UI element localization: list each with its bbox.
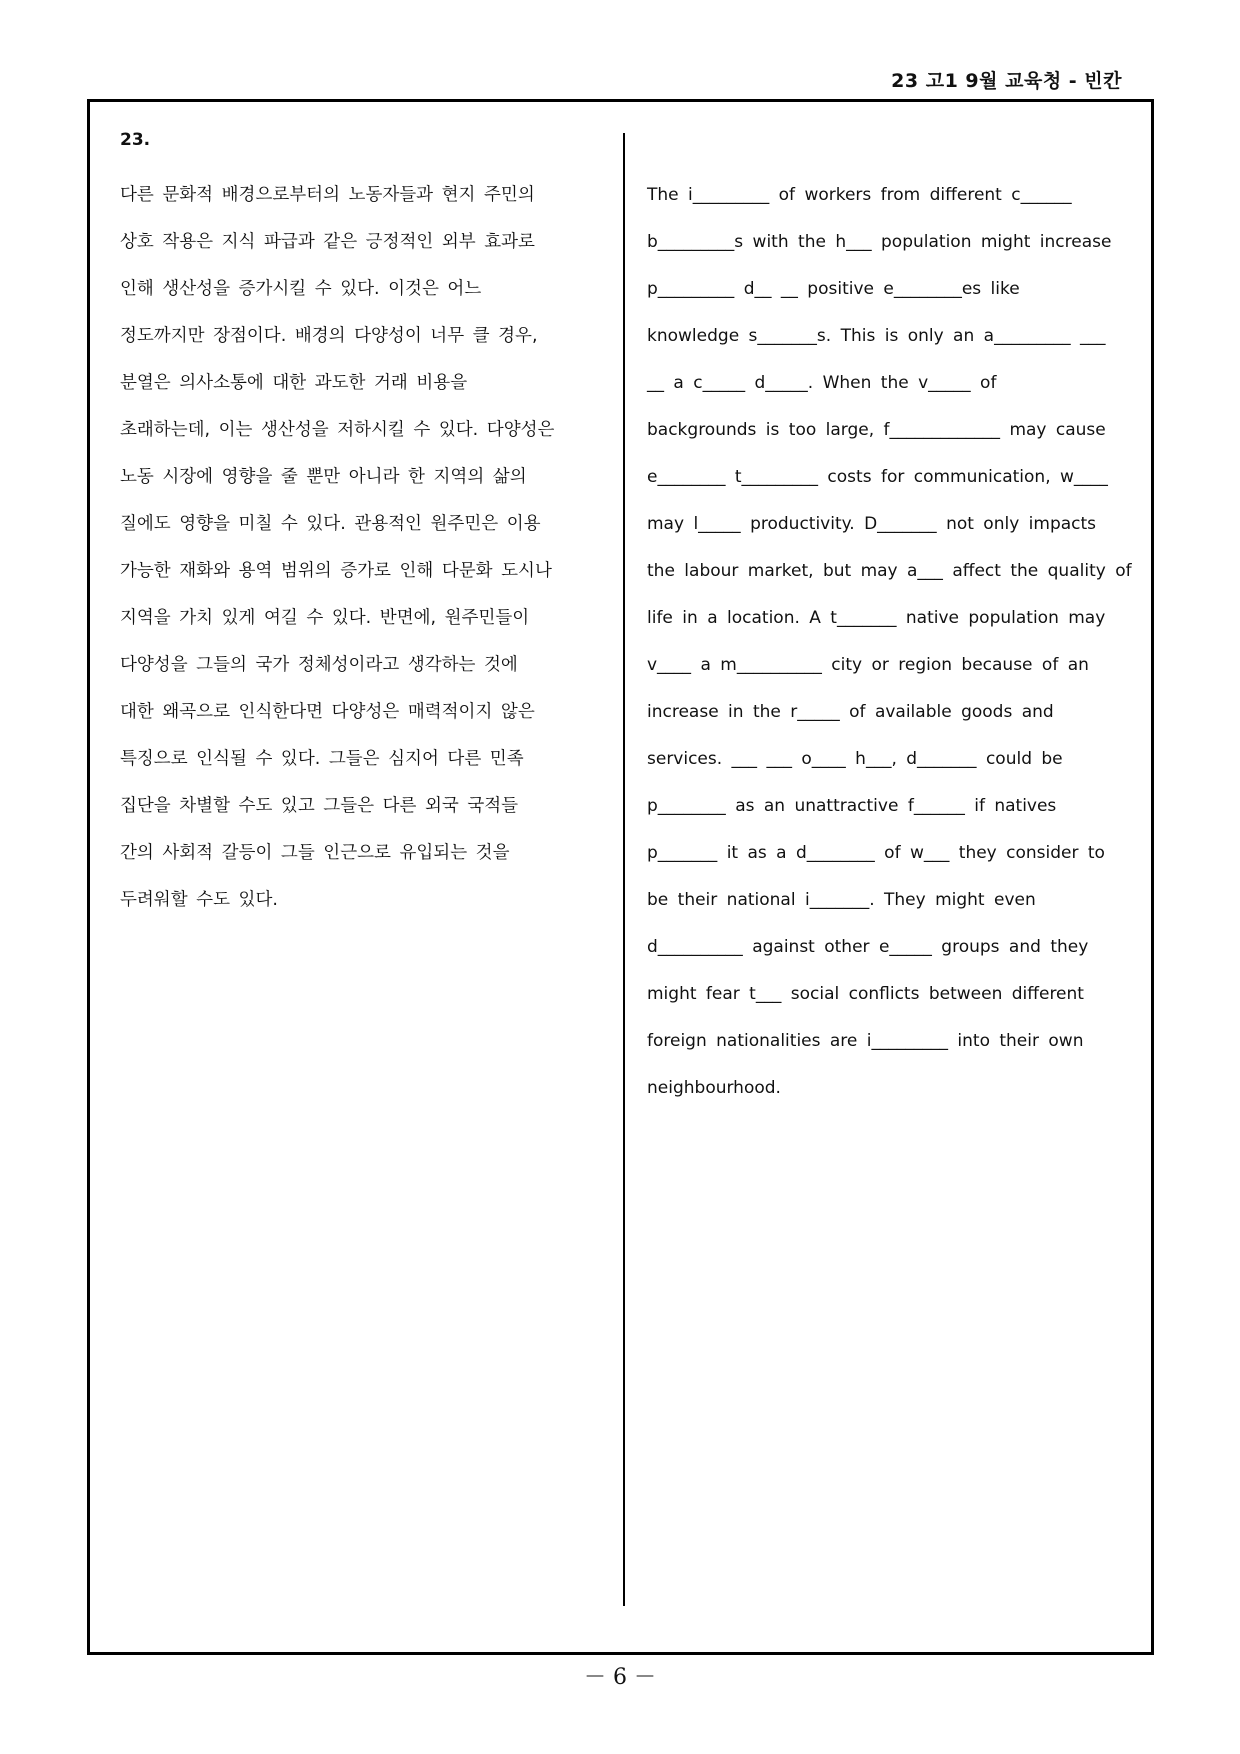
korean-line: 노동 시장에 영향을 줄 뿐만 아니라 한 지역의 삶의 (120, 467, 527, 487)
korean-line: 가능한 재화와 용역 범위의 증가로 인해 다문화 도시나 (120, 561, 552, 581)
korean-line: 특징으로 인식될 수 있다. 그들은 심지어 다른 민족 (120, 749, 524, 769)
english-line: v____ a m__________ city or region because of an (647, 655, 1089, 675)
korean-line: 분열은 의사소통에 대한 과도한 거래 비용을 (120, 373, 468, 393)
english-line: services. ___ ___ o____ h___, d_______ could be (647, 749, 1063, 769)
english-line: the labour market, but may a___ affect the quality of (647, 561, 1132, 581)
korean-line: 간의 사회적 갈등이 그들 인근으로 유입되는 것을 (120, 843, 510, 863)
korean-line: 질에도 영향을 미칠 수 있다. 관용적인 원주민은 이용 (120, 514, 541, 534)
english-line: may l_____ productivity. D_______ not only impacts (647, 514, 1097, 534)
question-number: 23. (120, 130, 151, 150)
english-line: The i_________ of workers from different c______ (647, 185, 1072, 205)
english-cloze-column (647, 172, 1137, 1112)
korean-line: 다양성을 그들의 국가 정체성이라고 생각하는 것에 (120, 655, 518, 675)
korean-line: 다른 문화적 배경으로부터의 노동자들과 현지 주민의 (120, 185, 535, 205)
korean-line: 정도까지만 장점이다. 배경의 다양성이 너무 클 경우, (120, 326, 538, 346)
page-header-title: 23 고1 9월 교육청 - 빈칸 (891, 70, 1122, 92)
english-line: foreign nationalities are i_________ into their own (647, 1031, 1084, 1051)
korean-line: 집단을 차별할 수도 있고 그들은 다른 외국 국적들 (120, 796, 519, 816)
english-line: increase in the r_____ of available goods and (647, 702, 1054, 722)
korean-line: 상호 작용은 지식 파급과 같은 긍정적인 외부 효과로 (120, 232, 535, 252)
english-line: d__________ against other e_____ groups and they (647, 937, 1089, 957)
english-line: knowledge s_______s. This is only an a_________ ___ (647, 326, 1106, 346)
page-number: － 6 － (584, 1665, 656, 1690)
english-line: neighbourhood. (647, 1078, 781, 1098)
english-line: p_________ d__ __ positive e________es like (647, 279, 1020, 299)
english-line: might fear t___ social conflicts between different (647, 984, 1084, 1004)
worksheet-frame (87, 99, 1154, 1655)
english-line: p________ as an unattractive f______ if natives (647, 796, 1057, 816)
korean-line: 두려워할 수도 있다. (120, 890, 278, 910)
korean-translation-column (120, 172, 610, 924)
korean-line: 지역을 가치 있게 여길 수 있다. 반면에, 원주민들이 (120, 608, 530, 628)
korean-line: 초래하는데, 이는 생산성을 저하시킬 수 있다. 다양성은 (120, 420, 555, 440)
korean-line: 대한 왜곡으로 인식한다면 다양성은 매력적이지 않은 (120, 702, 535, 722)
english-line: be their national i_______. They might even (647, 890, 1036, 910)
english-line: __ a c_____ d_____. When the v_____ of (647, 373, 997, 393)
english-line: backgrounds is too large, f_____________ may cause (647, 420, 1106, 440)
english-line: e________ t_________ costs for communication, w____ (647, 467, 1108, 487)
english-line: life in a location. A t_______ native population may (647, 608, 1106, 628)
english-line: p_______ it as a d________ of w___ they consider to (647, 843, 1105, 863)
korean-line: 인해 생산성을 증가시킬 수 있다. 이것은 어느 (120, 279, 482, 299)
column-divider (623, 133, 625, 1606)
english-line: b_________s with the h___ population might increase (647, 232, 1112, 252)
